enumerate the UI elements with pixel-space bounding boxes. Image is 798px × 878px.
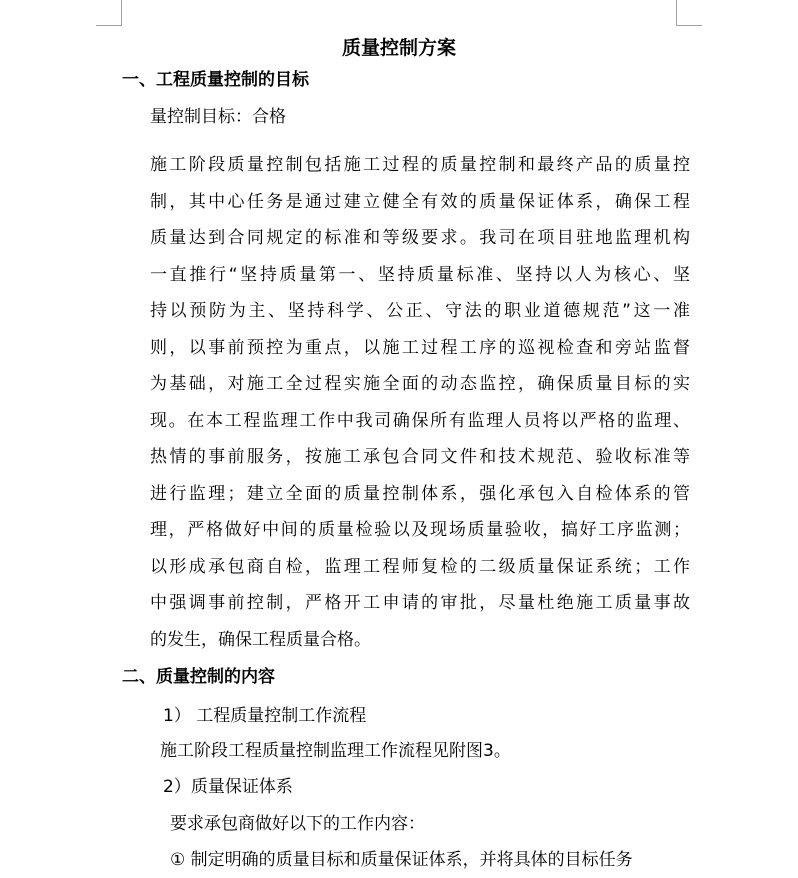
list-item-2: 2）质量保证体系 [163, 777, 293, 797]
list-item-2-point-1: ① 制定明确的质量目标和质量保证体系，并将具体的目标任务 [170, 850, 633, 870]
quality-target-line: 量控制目标：合格 [150, 107, 286, 127]
paragraph-line: 理，严格做好中间的质量检验以及现场质量验收，搞好工序监测； [150, 520, 690, 540]
paragraph-line: 一直推行“坚持质量第一、坚持质量标准、坚持以人为核心、坚 [150, 264, 690, 285]
crop-mark-top-right [676, 0, 677, 26]
list-item-1: 1） 工程质量控制工作流程 [163, 706, 367, 726]
paragraph-line: 则，以事前预控为重点，以施工过程工序的巡视检查和旁站监督 [150, 337, 690, 358]
paragraph-line: 持以预防为主、坚持科学、公正、守法的职业道德规范”这一准 [150, 301, 690, 321]
paragraph-line: 现。在本工程监理工作中我司确保所有监理人员将以严格的监理、 [150, 410, 690, 431]
paragraph-line: 制，其中心任务是通过建立健全有效的质量保证体系，确保工程 [150, 191, 690, 212]
crop-mark-top-left [96, 25, 122, 26]
paragraph-line: 的发生，确保工程质量合格。 [150, 629, 371, 650]
section-heading-1: 一、工程质量控制的目标 [122, 70, 309, 90]
paragraph-line: 为基础，对施工全过程实施全面的动态监控，确保质量目标的实 [150, 374, 690, 394]
paragraph-line: 以形成承包商自检，监理工程师复检的二级质量保证系统；工作 [150, 556, 690, 577]
document-title: 质量控制方案 [341, 37, 456, 59]
crop-mark-top-right [676, 25, 702, 26]
paragraph-line: 热情的事前服务，按施工承包合同文件和技术规范、验收标准等 [150, 447, 690, 467]
list-item-1-text: 施工阶段工程质量控制监理工作流程见附图3。 [160, 741, 511, 761]
paragraph-line: 中强调事前控制，严格开工申请的审批，尽量杜绝施工质量事故 [150, 593, 690, 613]
section-heading-2: 二、质量控制的内容 [122, 667, 275, 687]
paragraph-line: 施工阶段质量控制包括施工过程的质量控制和最终产品的质量控 [150, 155, 690, 175]
list-item-2-text: 要求承包商做好以下的工作内容： [170, 814, 425, 834]
paragraph-line: 质量达到合同规定的标准和等级要求。我司在项目驻地监理机构 [150, 228, 690, 248]
body-paragraph [150, 147, 690, 658]
paragraph-line: 进行监理；建立全面的质量控制体系，强化承包入自检体系的管 [150, 483, 690, 504]
crop-mark-top-left [121, 0, 122, 26]
